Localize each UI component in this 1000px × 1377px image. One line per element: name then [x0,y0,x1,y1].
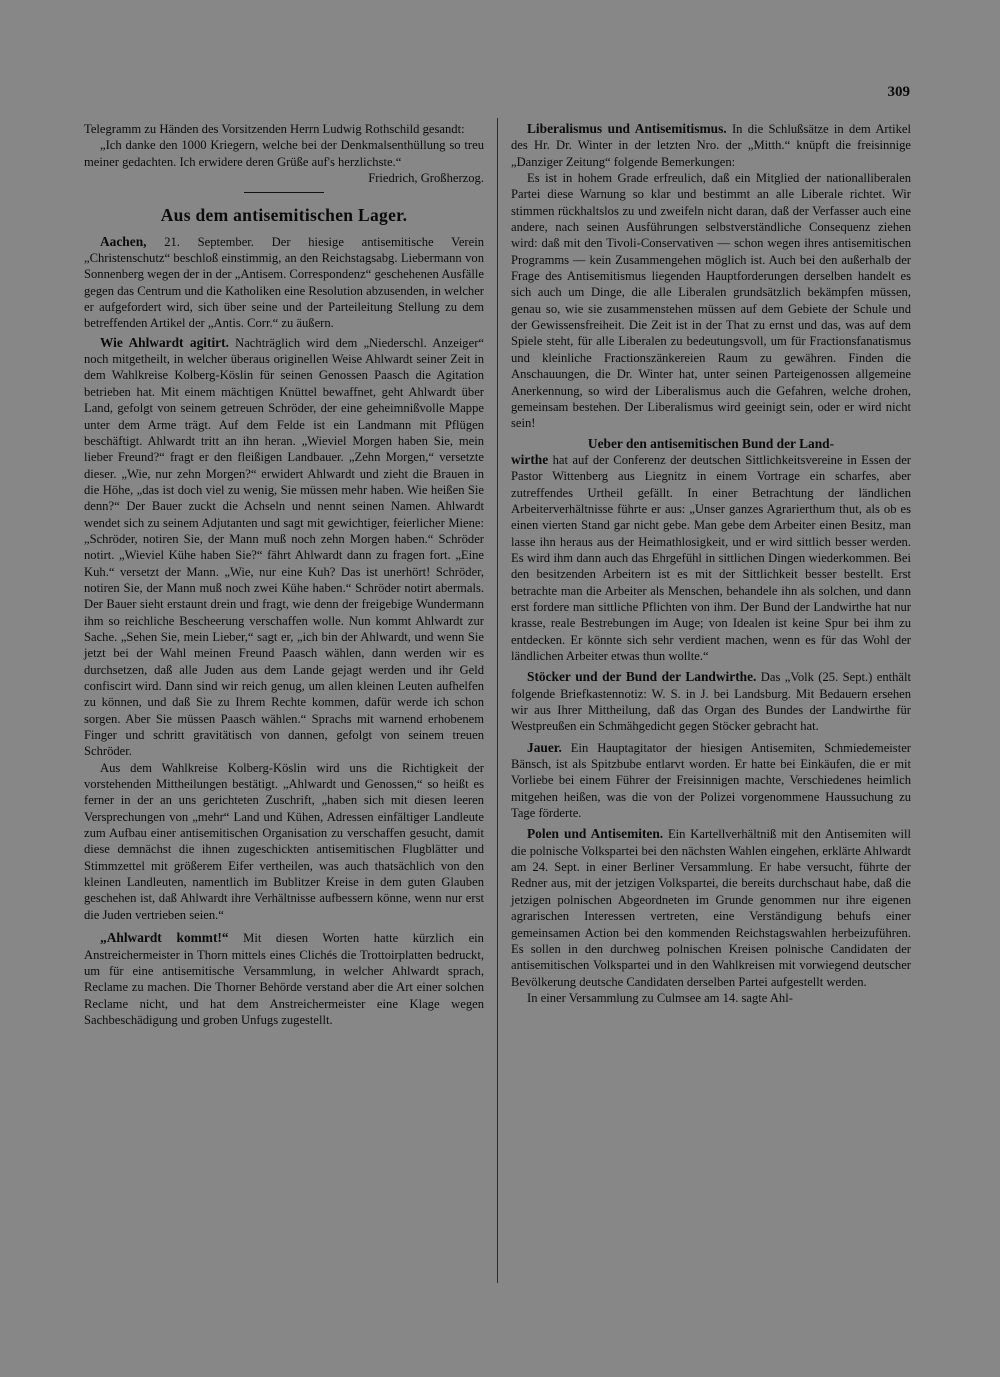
runin-head-ahlwardt-agitirt: Wie Ahlwardt agitirt. [100,334,229,350]
paragraph-bund-der-landwirthe-body: hat auf der Conferenz der deutschen Sittlichkeitsvereine in Essen der Pastor Wittenberg aus Liegnitz in einem Vortrage ein scharfes, aber zutreffendes Urtheil gefällt. In einer Betrachtung der ländlichen Arbeiterverhältnisse führte er aus: „Unser ganzes Agrarierthum thut, als ob es einen vierten Stand gar nicht gebe. Man gebe dem Arbeiter einen Besitz, man lasse ihn heraus aus der Heimathlosigkeit, und er wird sittlich besser werden. Es wird ihm dann auch das Ehrgefühl in sittlichen Dingen wiederkommen. Bei den besitzenden Arbeitern ist es mit der Sittlichkeit besser bestellt. Erst betrachte man die Arbeiter als Menschen, behandele ihn als solchen, und dann erst fordere man sittliche Pflichten von ihm. Der Bund der Landwirthe hat nur krasse, reale Bestrebungen im Auge; von Idealen ist keine Spur bei ihm zu entdecken. Er könnte sich sehr verdient machen, wenn es für das Wohl der ländlichen Arbeiter etwas thun wollte.“ [511,452,911,663]
telegram-signature: Friedrich, Großherzog. [368,171,484,186]
runin-head-stoecker: Stöcker und der Bund der Landwirthe. [527,669,757,685]
paragraph-aachen [84,234,484,332]
paragraph-ahlwardt-agitirt-body: Nachträglich wird dem „Niederschl. Anzeiger“ noch mitgetheilt, in welcher überaus originellen Weise Ahlwardt seiner Zeit in dem Wahlkreise Kolberg-Köslin für seinen Genossen Paasch die Agitation betrieben hat. Mit einem mächtigen Knüttel bewaffnet, geht Ahlwardt über Land, gefolgt von seinem getreuen Schröder, der eine geheimnißvolle Mappe unter dem Arme trägt. Auf dem Felde ist ein Landmann mit Pflügen beschäftigt. Ahlwardt tritt an ihn heran. „Wieviel Morgen haben Sie, mein lieber Freund?“ fragt er den fleißigen Landbauer. „Zehn Morgen,“ versetzte dieser. „Wie, nur zehn Morgen?“ erwidert Ahlwardt und zieht die Brauen in die Höhe, „das ist doch viel zu wenig, Sie müssen mehr haben. Wie heißen Sie denn?“ Der Bauer zuckt die Achseln und nennt seinen Namen. Ahlwardt wendet sich zu seinem Adjutanten und sagt mit gewichtiger, feierlicher Miene: „Schröder, notiren Sie, der Mann muß noch zehn Morgen haben.“ Schröder notirt. „Wieviel Kühe haben Sie?“ fährt Ahlwardt dann zu fragen fort. „Eine Kuh.“ versetzt der Mann. „Wie, nur eine Kuh? Das ist unerhört! Schröder, notiren Sie, der Mann muß noch zwei Kühe haben.“ Schröder notirt abermals. Der Bauer sieht erstaunt drein und fragt, wie denn der freigebige Wundermann ihm so reichliche Bescheerung verschaffen wolle. Nun kommt Ahlwardt zur Sache. „Sehen Sie, mein Lieber,“ sagt er, „ich bin der Ahlwardt, und wenn Sie jetzt bei der Wahl meinen Freund Paasch wählen, dann werden wir es durchsetzen, daß alle Juden aus dem Lande gejagt werden und ihr Geld confiscirt wird. Dann sind wir reich genug, um allen kleinen Leuten aufhelfen zu können, und daß Sie zu Ihrem Rechte kommen, dafür werde ich schon sorgen. Aber Sie müssen Paasch wählen.“ Sprachs mit warnend erhobenem Finger und schritt gravitätisch von dannen, gefolgt von seinem treuen Schröder. [84,335,484,759]
paragraph-ahlwardt-kommt [84,930,484,1028]
paragraph-kolberg-koeslin: Aus dem Wahlkreise Kolberg-Köslin wird uns die Richtigkeit der vorstehenden Mittheilungen bestätigt. „Ahlwardt und Genossen,“ so heißt es ferner in der an uns gerichteten Zuschrift, „haben sich mit diesen leeren Versprechungen von „mehr“ Land und Kühen, Adressen einfältiger Landleute zum Aufbau einer antisemitischen Organisation zu verschaffen gesucht, damit diese demnächst die ihnen zugeschickten antisemitischen Flugblätter und Stimmzettel mit größerem Eifer vertheilen, was auch thatsächlich von den kleinen Landleuten, namentlich im Bublitzer Kreise in dem guten Glauben geschehen ist, daß Ahlwardt ihre Verhältnisse aufbessern könne, wenn nur erst die Juden vertrieben seien.“ [84,760,484,922]
paragraph-liberalismus [511,121,911,170]
page-number: 309 [887,84,910,100]
telegram-quote-text: „Ich danke den 1000 Kriegern, welche bei der Denkmalsenthüllung so treu meiner gedachten. Ich erwidere deren Grüße auf's herzlichste.“ [84,138,484,169]
paragraph-ahlwardt-kommt-body: Mit diesen Worten hatte kürzlich ein Anstreichermeister in Thorn mittels eines Clichés die Trottoirplatten bedruckt, um für eine antisemitische Versammlung, in welcher Ahlwardt sprach, Reclame zu machen. Die Thorner Behörde verstand aber die Art einer solchen Reclame nicht, und hat dem Anstreichermeister eine Klage wegen Sachbeschädigung und groben Unfugs zugestellt. [84,931,484,1027]
paragraph-polen [511,826,911,989]
paragraph-stoecker-body: Das „Volk (25. Sept.) enthält folgende Briefkastennotiz: W. S. in J. bei Landsburg. Mit Bedauern ersehen wir aus Ihrer Mittheilung, daß das Organ des Bundes der Landwirthe für Westpreußen ein Schmähgedicht gegen Stöcker gebracht hat. [511,670,911,734]
paragraph-danziger-quote: Es ist in hohem Grade erfreulich, daß ein Mitglied der nationalliberalen Partei diese Warnung so klar und bestimmt an alle Liberale richtet. Wir stimmen rückhaltslos zu und zweifeln nicht daran, daß der Verfasser auch eine andere, nach seinen Ausführungen selbstverständliche Consequenz ziehen wird: daß mit den Tivoli-Conservativen — schon wegen ihres antisemitischen Programms — kein Zusammengehen möglich ist. Auch bei den außerhalb der Frage des Antisemitismus liegenden Hauptforderungen derselben handelt es sich auch um Dinge, die alle Liberalen grundsätzlich bekämpfen müssen, genau so, wie sie zusammenstehen müssen auf dem Gebiete der Schule und der Gewissensfreiheit. Die Zeit ist in der That zu ernst und das, was auf dem Spiele steht, für alle Liberalen zu bedeutungsvoll, um für Fractionsfanatismus und kleinliche Fractionszänkereien Raum zu gewähren. Finden die Anschauungen, die Dr. Winter hat, unter seinen Parteigenossen allgemeine Anerkennung, so wird der Liberalismus auch die Gefahren, welche drohen, gemeinsam bestehen. Der Liberalismus wird geeinigt sein, oder er wird nicht sein! [511,171,911,431]
paragraph-jauer-body: Ein Hauptagitator der hiesigen Antisemiten, Schmiedemeister Bänsch, ist als Spitzbube entlarvt worden. Er hatte bei Einkäufen, die er mit Vorliebe bei einem Führer der Freisinnigen machte, Verschiedenes heimlich mitgehen heißen, was die von der Polizei vorgenommene Haussuchung zu Tage förderte. [511,740,911,821]
paragraph-aachen-body: 21. September. Der hiesige antisemitische Verein „Christenschutz“ beschloß einstimmig, an den Reichstagsabg. Liebermann von Sonnenberg wegen der in der „Antisem. Correspondenz“ geschehenen Ausfälle gegen das Centrum und die Katholiken eine Resolution abzusenden, in welcher er aufgefordert wird, sich über seine und der Parteileitung Stellung zu dem betreffenden Artikel der „Antis. Corr.“ zu äußern. [84,234,484,331]
runin-head-polen: Polen und Antisemiten. [527,826,664,842]
runin-head-aachen: Aachen, [100,233,147,249]
paragraph-bund-der-landwirthe [511,452,911,664]
paragraph-telegram-intro: Telegramm zu Händen des Vorsitzenden Herrn Ludwig Rothschild gesandt: [84,122,465,136]
runin-head-wirthe: wirthe [511,451,549,467]
left-column [84,121,484,1028]
runin-head-liberalismus: Liberalismus und Antisemitismus. [527,121,727,136]
paragraph-polen-body: Ein Kartellverhältniß mit den Antisemiten will die polnische Volkspartei bei den nächsten Wahlen eingehen, erklärte Ahlwardt am 24. Sept. in einer Berliner Versammlung. Er habe versucht, führte der Redner aus, mit der jetzigen Volkspartei, die bereits durchschaut habe, daß die jetzigen polnischen Abgeordneten im Grunde genommen nur ihre eigenen agrarischen Interessen vertreten, eine Verständigung behufs einer gemeinsamen Action bei den kommenden Reichstagswahlen herbeizuführen. Es sollen in den durchweg polnischen Kreisen polnische Candidaten der antisemitischen Volkspartei und in den Wahlkreisen mit vorwiegend deutscher Bevölkerung deutsche Candidaten derselben Partei aufgestellt werden. [511,827,911,989]
runin-head-ahlwardt-kommt: „Ahlwardt kommt!“ [100,930,229,946]
paragraph-telegram-quote [84,137,484,186]
paragraph-stoecker [511,669,911,734]
paragraph-ahlwardt-agitirt [84,335,484,760]
paragraph-liberalismus-body: In die Schlußsätze in dem Artikel des Hr. Dr. Winter in der letzten Nro. der „Mitth.“ knüpft die freisinnige „Danziger Zeitung“ folgende Bemerkungen: [511,122,912,169]
column-rule [497,118,498,1283]
divider-rule [244,192,324,193]
paragraph-jauer [511,740,911,822]
runin-head-jauer: Jauer. [527,739,562,755]
heading-bund-der-landwirthe: Ueber den antisemitischen Bund der Land- [587,435,835,451]
paragraph-culmsee: In einer Versammlung zu Culmsee am 14. sagte Ahl- [527,990,793,1005]
section-title: Aus dem antisemitischen Lager. [160,205,408,226]
right-column [511,121,911,1006]
